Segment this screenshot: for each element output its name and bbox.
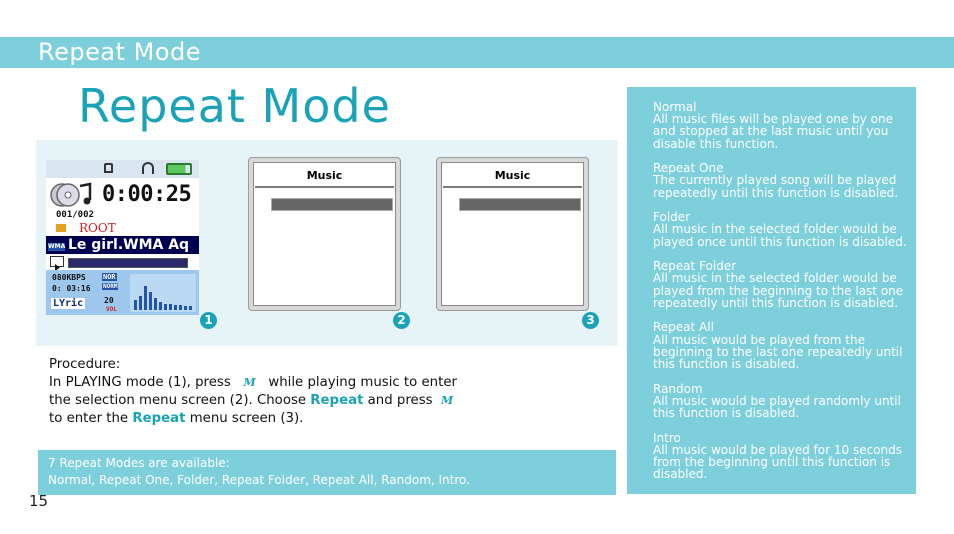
eq-label-top: NOR	[103, 273, 116, 281]
mode-name: Folder	[653, 210, 691, 225]
folder-icon	[56, 224, 66, 232]
mode-description: All music would be played from the beginning to the last one repeatedly until this function is disabled.	[653, 332, 903, 372]
modes-summary-line-1: 7 Repeat Modes are available:	[48, 456, 230, 470]
mode-description: All music in the selected folder would be played once until this function is disabled.	[653, 222, 907, 249]
mode-name: Intro	[653, 430, 681, 445]
eq-label-bottom: NORM	[103, 283, 118, 290]
m-key-icon: M	[243, 376, 256, 389]
mode-description: All music would be played randomly until this function is disabled.	[653, 393, 901, 421]
menu-screen-3	[436, 157, 589, 311]
progress-bar	[68, 258, 188, 268]
mode-description: All music in the selected folder would be played from the beginning to the last one repeatedly until this function is disabled.	[653, 271, 904, 310]
player-main	[46, 178, 199, 236]
play-icon	[50, 256, 64, 267]
play-time: 0:00:25	[102, 182, 192, 207]
track-counter: 001/002	[56, 210, 94, 220]
step-number-2: 2	[393, 312, 410, 329]
procedure-text	[49, 356, 489, 428]
mode-item	[653, 432, 911, 481]
player-screen	[46, 160, 199, 315]
page-number: 15	[29, 492, 49, 510]
modes-description-list	[653, 101, 911, 493]
mode-item	[653, 321, 911, 370]
procedure-line-3: to enter the Repeat menu screen (3).	[49, 411, 304, 426]
page-title: Repeat Mode	[78, 79, 391, 133]
volume-level: 20	[104, 296, 114, 305]
mode-item	[653, 260, 911, 309]
lock-icon	[104, 163, 113, 173]
step-number-1: 1	[200, 312, 217, 329]
menu-selection-bar	[459, 198, 581, 211]
repeat-keyword: Repeat	[310, 393, 364, 408]
battery-icon	[166, 163, 192, 175]
menu-title: Music	[443, 164, 582, 188]
folder-label: ROOT	[79, 221, 116, 235]
menu-screen-2	[248, 157, 401, 311]
volume-label: VOL	[106, 306, 117, 313]
song-text: Le girl.WMA Aq	[68, 237, 190, 253]
elapsed-time: 0: 03:16	[52, 284, 91, 293]
mode-name: Normal	[653, 100, 697, 114]
song-title	[46, 236, 199, 254]
modes-summary-line-2: Normal, Repeat One, Folder, Repeat Folder, Repeat All, Random, Intro.	[48, 473, 470, 487]
mode-item	[653, 162, 911, 199]
m-key-icon: M	[441, 394, 454, 407]
procedure-line-2: the selection menu screen (2). Choose Repeat and press M	[49, 393, 454, 408]
menu-title: Music	[255, 164, 394, 188]
mode-name: Random	[653, 381, 703, 396]
bitrate: 080KBPS	[52, 273, 86, 282]
repeat-keyword: Repeat	[132, 411, 186, 426]
menu-selection-bar	[271, 198, 393, 211]
procedure-line-1: In PLAYING mode (1), press M while playing music to enter	[49, 375, 457, 390]
equalizer-icon	[130, 274, 196, 312]
header-title: Repeat Mode	[38, 38, 201, 66]
mode-description: The currently played song will be played repeatedly until this function is disabled.	[653, 173, 899, 200]
headphones-icon	[142, 162, 154, 174]
player-info	[46, 270, 199, 315]
mode-name: Repeat All	[653, 320, 714, 335]
step-number-3: 3	[582, 312, 599, 329]
lyric-label: LYric	[53, 298, 84, 309]
procedure-heading: Procedure:	[49, 357, 121, 372]
modes-summary-box	[38, 450, 616, 495]
progress-row	[46, 254, 199, 270]
mode-item	[653, 383, 911, 420]
player-status-bar	[46, 160, 199, 178]
mode-item	[653, 211, 911, 248]
mode-description: All music files will be played one by one and stopped at the last music until you disable this function.	[653, 112, 893, 151]
mode-item	[653, 101, 911, 150]
mode-name: Repeat Folder	[653, 259, 737, 274]
mode-name: Repeat One	[653, 161, 724, 176]
wma-format-icon: WMA	[48, 243, 66, 250]
music-note-icon	[50, 182, 96, 208]
mode-description: All music would be played for 10 seconds from the beginning until this function is disabled.	[653, 442, 902, 482]
